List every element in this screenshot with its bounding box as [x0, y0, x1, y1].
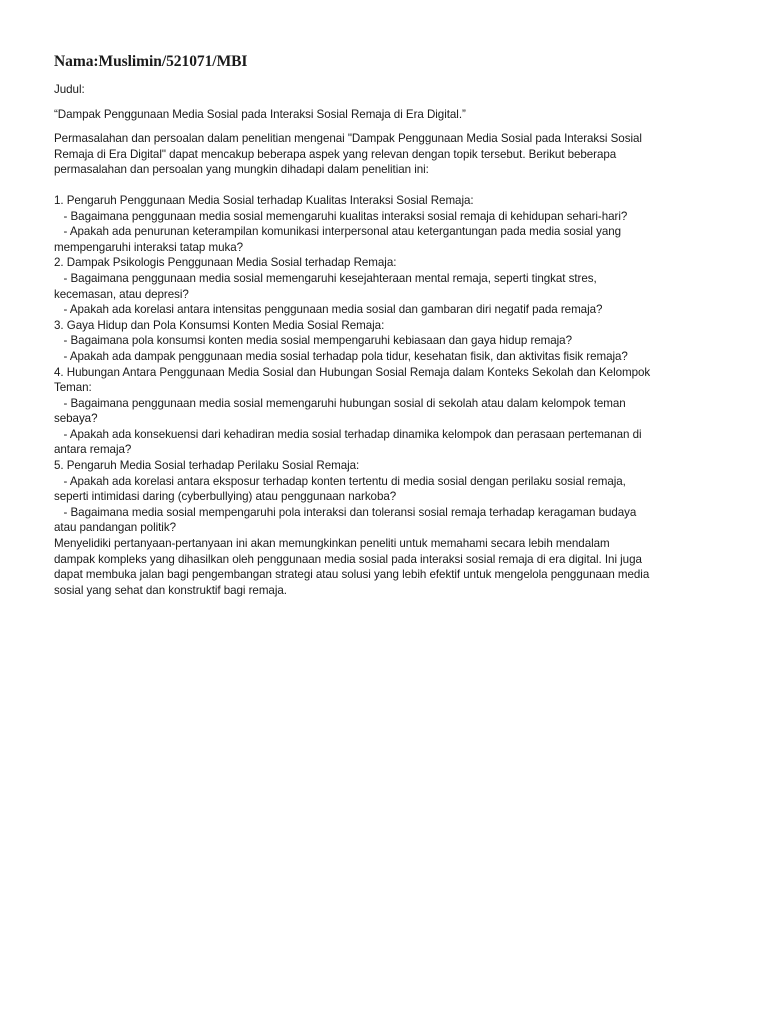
body-line: - Bagaimana penggunaan media sosial memengaruhi kualitas interaksi sosial remaja di kehidupan sehari-hari?	[54, 209, 628, 223]
body-line: Teman:	[54, 381, 92, 395]
body-line: - Apakah ada korelasi antara intensitas penggunaan media sosial dan gambaran diri negatif pada remaja?	[54, 303, 603, 317]
body-line: - Apakah ada penurunan keterampilan komunikasi interpersonal atau ketergantungan pada media sosial yang	[54, 225, 622, 239]
body-line: 1. Pengaruh Penggunaan Media Sosial terhadap Kualitas Interaksi Sosial Remaja:	[54, 193, 474, 207]
body-line: 4. Hubungan Antara Penggunaan Media Sosial dan Hubungan Sosial Remaja dalam Konteks Sekolah dan Kelompok	[54, 365, 651, 379]
body-line: 2. Dampak Psikologis Penggunaan Media Sosial terhadap Remaja:	[54, 256, 397, 270]
judul-text: “Dampak Penggunaan Media Sosial pada Interaksi Sosial Remaja di Era Digital.”	[54, 107, 466, 121]
document-page	[54, 52, 724, 598]
body-line: - Apakah ada korelasi antara eksposur terhadap konten tertentu di media sosial dengan perilaku sosial remaja,	[54, 474, 626, 488]
spacer	[54, 98, 724, 107]
body-line: mempengaruhi interaksi tatap muka?	[54, 240, 244, 254]
body-line: - Apakah ada dampak penggunaan media sosial terhadap pola tidur, kesehatan fisik, dan aktivitas fisik remaja?	[54, 349, 628, 363]
body-line: sebaya?	[54, 412, 98, 426]
spacer	[54, 122, 724, 131]
body-line: Menyelidiki pertanyaan-pertanyaan ini akan memungkinkan peneliti untuk memahami secara lebih mendalam	[54, 537, 610, 551]
intro-line: Remaja di Era Digital" dapat mencakup beberapa aspek yang relevan dengan topik tersebut. Berikut beberapa	[54, 147, 617, 161]
body-line: - Bagaimana penggunaan media sosial memengaruhi hubungan sosial di sekolah atau dalam kelompok teman	[54, 396, 626, 410]
spacer	[54, 178, 724, 186]
body-line: - Bagaimana pola konsumsi konten media sosial mempengaruhi kebiasaan dan gaya hidup remaja?	[54, 334, 572, 348]
body-line: dapat membuka jalan bagi pengembangan strategi atau solusi yang lebih efektif untuk mengelola penggunaan media	[54, 568, 650, 582]
body-line: 5. Pengaruh Media Sosial terhadap Perilaku Sosial Remaja:	[54, 459, 360, 473]
intro-paragraph	[54, 131, 724, 178]
judul-label: Judul:	[54, 83, 85, 96]
body-line: dampak kompleks yang dihasilkan oleh penggunaan media sosial pada interaksi sosial remaja di era digital. Ini juga	[54, 552, 642, 566]
body-line: seperti intimidasi daring (cyberbullying) atau penggunaan narkoba?	[54, 490, 397, 504]
body-line: atau pandangan politik?	[54, 521, 176, 535]
spacer	[54, 186, 724, 193]
body-line: kecemasan, atau depresi?	[54, 287, 189, 301]
body-line: - Bagaimana media sosial mempengaruhi pola interaksi dan toleransi sosial remaja terhadap keragaman budaya	[54, 505, 637, 519]
intro-line: permasalahan dan persoalan yang mungkin dihadapi dalam penelitian ini:	[54, 163, 429, 177]
body-line: - Apakah ada konsekuensi dari kehadiran media sosial terhadap dinamika kelompok dan perasaan pertemanan di	[54, 427, 642, 441]
document-title: Nama:Muslimin/521071/MBI	[54, 53, 248, 70]
body-line: - Bagaimana penggunaan media sosial memengaruhi kesejahteraan mental remaja, seperti tingkat stres,	[54, 271, 597, 285]
body-line: 3. Gaya Hidup dan Pola Konsumsi Konten Media Sosial Remaja:	[54, 318, 385, 332]
intro-line: Permasalahan dan persoalan dalam penelitian mengenai "Dampak Penggunaan Media Sosial pada Interaksi Sosial	[54, 132, 642, 146]
body-line: antara remaja?	[54, 443, 132, 457]
body-content	[54, 193, 724, 598]
body-line: sosial yang sehat dan konstruktif bagi remaja.	[54, 583, 287, 597]
